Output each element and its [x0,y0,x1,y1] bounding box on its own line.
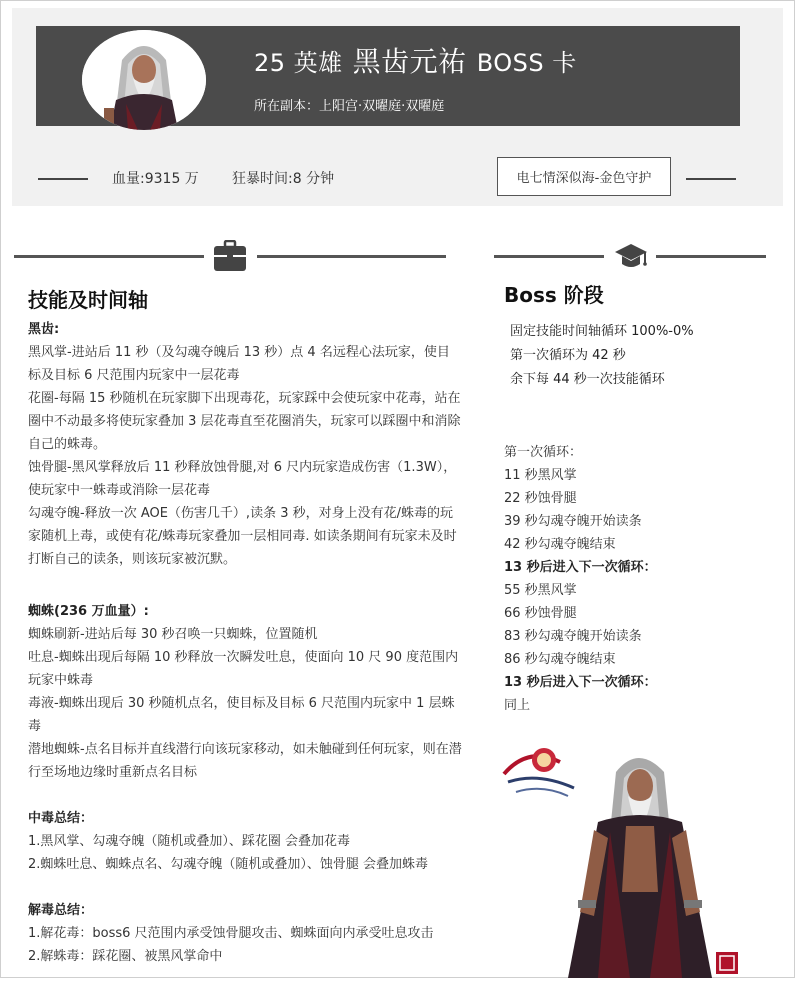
skill-line: 2.蜘蛛吐息、蜘蛛点名、勾魂夺魄（随机或叠加）、蚀骨腿 会叠加蛛毒 [28,857,429,872]
cycle-step: 42 秒勾魂夺魄结束 [504,537,616,552]
stat-line-right [686,178,736,180]
server-guild-button[interactable]: 电七情深似海-金色守护 [497,157,671,196]
cycle-step: 13 秒后进入下一次循环： [504,675,657,690]
game-logo [504,748,574,796]
skill-group-heading: 解毒总结： [28,903,94,918]
stat-line-left [38,178,88,180]
banner-title [254,40,577,80]
skill-line: 蚀骨腿-黑风掌释放后 11 秒释放蚀骨腿,对 6 尺内玩家造成伤害（1.3W），使玩家中一蛛毒或消除一层花毒 [28,460,457,498]
cycle-step: 66 秒蚀骨腿 [504,606,577,621]
cycle-step: 39 秒勾魂夺魄开始读条 [504,514,642,529]
skill-group-heading: 蜘蛛(236 万血量）: [28,604,149,619]
phase-summary-line: 第一次循环为 42 秒 [510,348,626,363]
cycle-step: 11 秒黑风掌 [504,468,577,483]
phase-divider-left [494,255,604,258]
skill-line: 潜地蜘蛛-点名目标并直线潜行向该玩家移动，如未触碰到任何玩家，则在潜行至场地边缘时重新点名目标 [28,742,462,780]
boss-artwork [498,742,768,978]
cycle-step: 第一次循环： [504,445,583,460]
skills-title: 技能及时间轴 [28,288,148,312]
skill-line: 2.解蛛毒：踩花圈、被黑风掌命中 [28,949,223,964]
enrage-stat: 狂暴时间:8 分钟 [232,171,335,187]
skill-line: 吐息-蜘蛛出现后每隔 10 秒释放一次瞬发吐息，使面向 10 尺 90 度范围内玩家中蛛毒 [28,650,459,688]
skill-line: 勾魂夺魄-释放一次 AOE（伤害几千）,读条 3 秒，对身上没有花/蛛毒的玩家随机上毒，或使有花/蛛毒玩家叠加一层相同毒. 如读条期间有玩家未及时打断自己的读条，则该玩家被沉默。 [28,506,457,567]
cycle-step: 22 秒蚀骨腿 [504,491,577,506]
skill-group-heading: 中毒总结： [28,811,94,826]
skills-divider-left [14,255,204,258]
cycle-step: 83 秒勾魂夺魄开始读条 [504,629,642,644]
skill-group-heading: 黑齿: [28,322,60,337]
dungeon-location: 所在副本：上阳宫·双曜庭·双曜庭 [254,99,445,114]
skill-line: 花圈-每隔 15 秒随机在玩家脚下出现毒花，玩家踩中会使玩家中花毒，站在圈中不动最多将使玩家叠加 3 层花毒直至花圈消失，玩家可以踩圈中和消除自己的蛛毒。 [28,391,461,452]
skill-line: 黑风掌-进站后 11 秒（及勾魂夺魄后 13 秒）点 4 名远程心法玩家，使目标及目标 6 尺范围内玩家中一层花毒 [28,345,450,383]
boss-avatar [82,30,206,130]
hp-stat: 血量:9315 万 [112,171,199,187]
skills-divider-right [257,255,446,258]
skills-body [28,318,462,968]
phase-summary-line: 余下每 44 秒一次技能循环 [510,372,665,387]
skill-line: 1.黑风掌、勾魂夺魄（随机或叠加）、踩花圈 会叠加花毒 [28,834,351,849]
phase-title: Boss 阶段 [504,283,604,307]
cycle-step: 13 秒后进入下一次循环： [504,560,657,575]
cycle-step: 同上 [504,698,531,713]
skill-line: 蜘蛛刷新-进站后每 30 秒召唤一只蜘蛛，位置随机 [28,627,318,642]
cycle-timeline [504,441,764,717]
boss-name: 黑齿元祐 [352,45,467,78]
card-type: BOSS 卡 [476,49,577,77]
skill-line: 1.解花毒：boss6 尺范围内承受蚀骨腿攻击、蜘蛛面向内承受吐息攻击 [28,926,434,941]
skill-line: 毒液-蜘蛛出现后 30 秒随机点名，使目标及目标 6 尺范围内玩家中 1 层蛛毒 [28,696,455,734]
graduation-cap-icon [614,242,648,272]
briefcase-icon [213,240,247,272]
phase-divider-right [656,255,766,258]
phase-summary-line: 固定技能时间轴循环 100%-0% [510,324,694,339]
phase-summary [510,320,770,392]
artist-stamp [716,952,738,974]
cycle-step: 86 秒勾魂夺魄结束 [504,652,616,667]
boss-level: 25 英雄 [254,49,343,77]
cycle-step: 55 秒黑风掌 [504,583,577,598]
boss-portrait-image [82,30,206,130]
